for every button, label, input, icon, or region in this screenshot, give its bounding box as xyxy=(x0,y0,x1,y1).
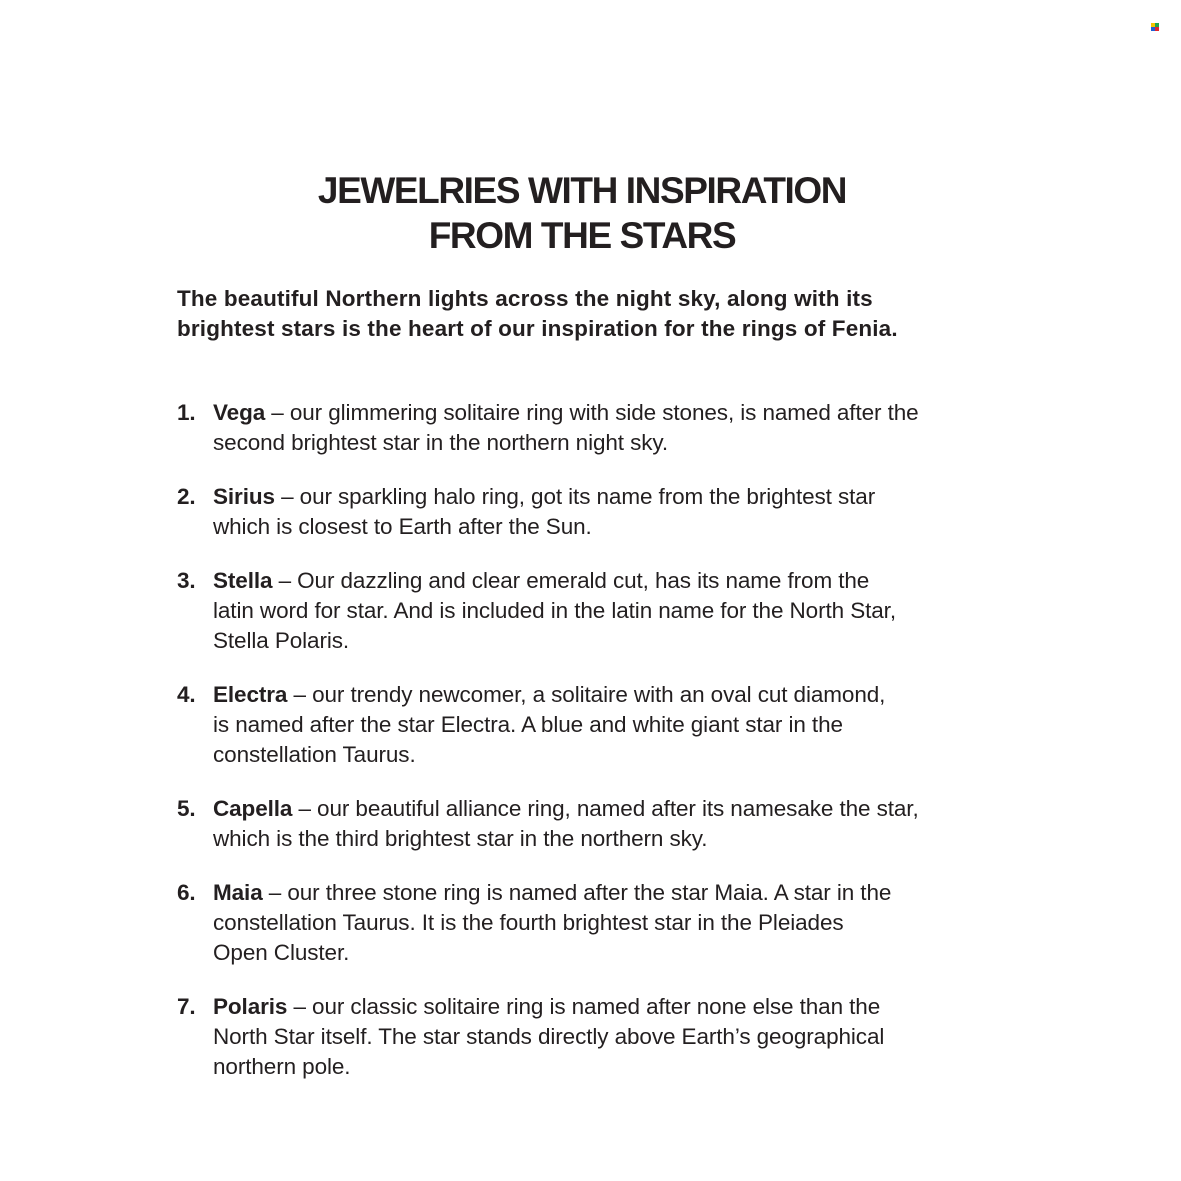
intro-line-2: brightest stars is the heart of our inspiration for the rings of Fenia. xyxy=(177,316,898,341)
item-name: Stella xyxy=(213,568,273,593)
item-name: Vega xyxy=(213,400,266,425)
title-line-2: FROM THE STARS xyxy=(428,215,736,256)
item-number: 7. xyxy=(177,994,196,1019)
item-line: northern pole. xyxy=(213,1054,351,1079)
item-description: – our glimmering solitaire ring with side stones, is named after the xyxy=(265,400,919,425)
item-line: which is the third brightest star in the northern sky. xyxy=(213,826,708,851)
item-line: North Star itself. The star stands directly above Earth’s geographical xyxy=(213,1024,885,1049)
item-number: 4. xyxy=(177,682,196,707)
item-line: is named after the star Electra. A blue and white giant star in the xyxy=(213,712,843,737)
list-item-vega xyxy=(177,398,1007,458)
item-first-line xyxy=(213,992,1007,1022)
item-line: constellation Taurus. xyxy=(213,742,416,767)
item-first-line xyxy=(213,482,1007,512)
item-first-line xyxy=(213,398,1007,428)
item-first-line xyxy=(213,680,1007,710)
item-name: Maia xyxy=(213,880,263,905)
item-line: constellation Taurus. It is the fourth brightest star in the Pleiades xyxy=(213,910,844,935)
item-number: 3. xyxy=(177,568,196,593)
page-title xyxy=(167,168,997,258)
item-first-line xyxy=(213,566,1007,596)
list-item-polaris xyxy=(177,992,1007,1082)
item-description: – our classic solitaire ring is named after none else than the xyxy=(287,994,881,1019)
item-name: Sirius xyxy=(213,484,275,509)
item-description: – our three stone ring is named after the star Maia. A star in the xyxy=(262,880,892,905)
item-name: Electra xyxy=(213,682,288,707)
item-number: 5. xyxy=(177,796,196,821)
list-item-electra xyxy=(177,680,1007,770)
item-first-line xyxy=(213,794,1007,824)
item-number: 1. xyxy=(177,400,196,425)
item-description: – our trendy newcomer, a solitaire with an oval cut diamond, xyxy=(287,682,886,707)
item-line: second brightest star in the northern night sky. xyxy=(213,430,669,455)
item-description: – our sparkling halo ring, got its name from the brightest star xyxy=(274,484,876,509)
item-number: 6. xyxy=(177,880,196,905)
list-item-maia xyxy=(177,878,1007,968)
document-page xyxy=(177,168,1007,1106)
item-line: Open Cluster. xyxy=(213,940,350,965)
rings-list xyxy=(177,398,1007,1082)
list-item-capella xyxy=(177,794,1007,854)
color-registration-mark xyxy=(1151,23,1159,31)
item-line: latin word for star. And is included in the latin name for the North Star, xyxy=(213,598,896,623)
title-line-1: JEWELRIES WITH INSPIRATION xyxy=(317,170,847,211)
item-first-line xyxy=(213,878,1007,908)
item-description: – our beautiful alliance ring, named after its namesake the star, xyxy=(292,796,919,821)
list-item-sirius xyxy=(177,482,1007,542)
intro-line-1: The beautiful Northern lights across the night sky, along with its xyxy=(177,286,873,311)
intro-paragraph xyxy=(177,284,1007,344)
item-line: which is closest to Earth after the Sun. xyxy=(213,514,592,539)
item-name: Polaris xyxy=(213,994,288,1019)
item-number: 2. xyxy=(177,484,196,509)
item-description: – Our dazzling and clear emerald cut, has its name from the xyxy=(272,568,870,593)
list-item-stella xyxy=(177,566,1007,656)
item-name: Capella xyxy=(213,796,293,821)
item-line: Stella Polaris. xyxy=(213,628,350,653)
